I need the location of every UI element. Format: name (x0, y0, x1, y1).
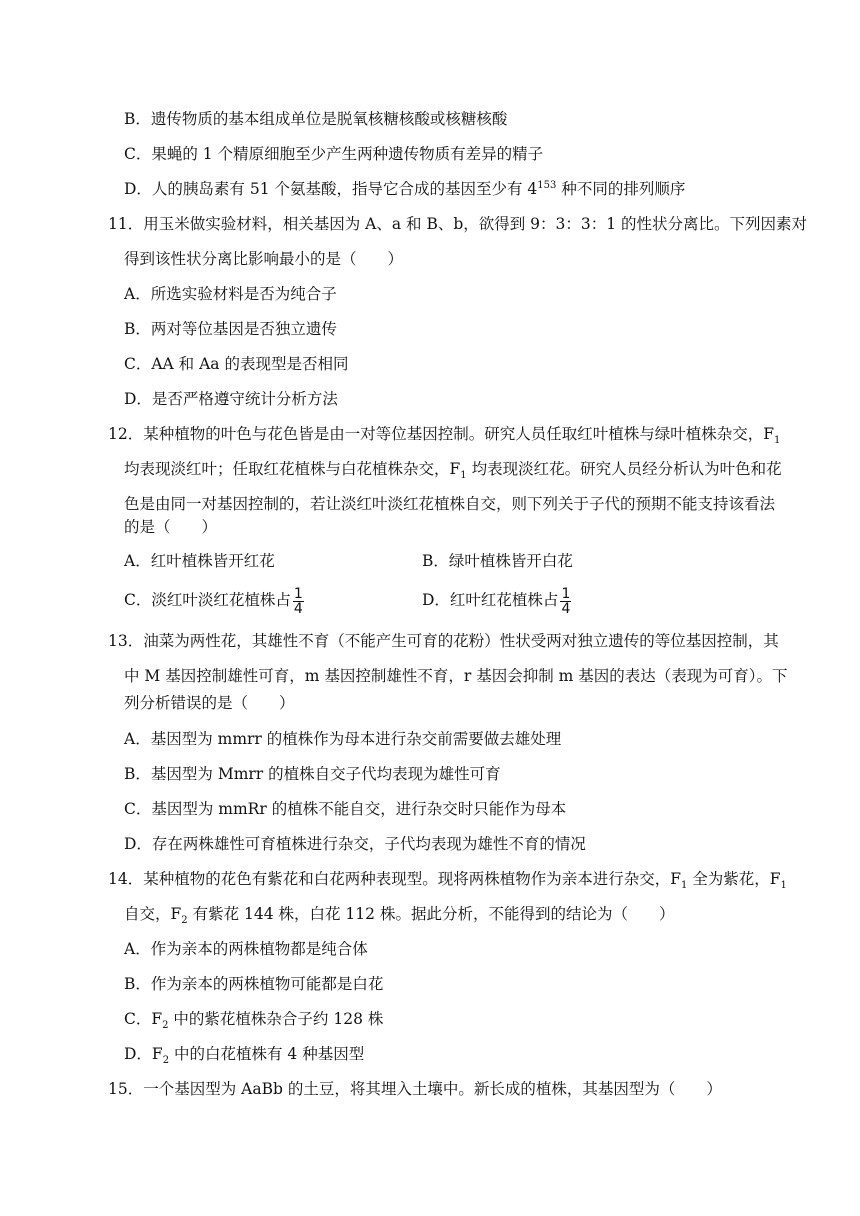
q11-option-b: B．两对等位基因是否独立遗传 (124, 320, 337, 338)
fraction-one-quarter: $\frac{1}{4}$ (293, 585, 303, 617)
q15-stem-line1: 15．一个基因型为 AaBb 的土豆，将其埋入土壤中。新长成的植株，其基因型为（ ） (108, 1080, 722, 1098)
q10-option-d: D．人的胰岛素有 51 个氨基酸，指导它合成的基因至少有 $4^{153}$ 种不同的排列顺序 (124, 179, 686, 198)
q12-stem-line3: 色是由同一对基因控制的，若让淡红叶淡红花植株自交，则下列关于子代的预期不能支持该看法 (124, 495, 776, 513)
q12-option-a: A．红叶植株皆开红花 (124, 552, 275, 570)
q12-stem-line1: 12．某种植物的叶色与花色皆是由一对等位基因控制。研究人员任取红叶植株与绿叶植株杂交，$F_1$ (108, 425, 781, 447)
q14-option-a: A．作为亲本的两株植物都是纯合体 (124, 940, 368, 958)
q12-option-c: C．淡红叶淡红花植株占 $\frac{1}{4}$ (124, 585, 303, 617)
q13-option-b: B．基因型为 Mmrr 的植株自交子代均表现为雄性可育 (124, 765, 501, 783)
q12-option-d: D．红叶红花植株占 $\frac{1}{4}$ (422, 585, 571, 617)
q13-option-c: C．基因型为 mmRr 的植株不能自交，进行杂交时只能作为母本 (124, 800, 567, 818)
fraction-one-quarter: $\frac{1}{4}$ (561, 585, 571, 617)
q14-option-b: B．作为亲本的两株植物可能都是白花 (124, 975, 384, 993)
q13-stem-line2: 中 M 基因控制雄性可育，m 基因控制雄性不育，r 基因会抑制 m 基因的表达（表现为可育）。下 (124, 667, 788, 685)
q10-option-c: C．果蝇的 1 个精原细胞至少产生两种遗传物质有差异的精子 (124, 145, 544, 163)
q13-stem-line3: 列分析错误的是（ ） (124, 694, 295, 712)
q11-option-d: D．是否严格遵守统计分析方法 (124, 390, 338, 408)
q11-stem-line1: 11．用玉米做实验材料，相关基因为 A、a 和 B、b，欲得到 9：3：3：1 的性状分离比。下列因素对 (108, 215, 808, 233)
q11-option-c: C．AA 和 Aa 的表现型是否相同 (124, 355, 349, 373)
q10-option-b: B．遗传物质的基本组成单位是脱氧核糖核酸或核糖核酸 (124, 110, 508, 128)
q13-option-a: A．基因型为 mmrr 的植株作为母本进行杂交前需要做去雄处理 (124, 730, 562, 748)
q12-stem-line2: 均表现淡红叶；任取红花植株与白花植株杂交，$F_1$ 均表现淡红花。研究人员经分析认为叶色和花 (124, 460, 782, 482)
q11-option-a: A．所选实验材料是否为纯合子 (124, 285, 337, 303)
q14-stem-line1: 14．某种植物的花色有紫花和白花两种表现型。现将两株植物作为亲本进行杂交，$F_1$ 全为紫花，$F_1$ (108, 870, 787, 892)
q14-option-c: C．$F_2$ 中的紫花植株杂合子约 128 株 (124, 1010, 384, 1032)
q13-option-d: D．存在两株雄性可育植株进行杂交，子代均表现为雄性不育的情况 (124, 835, 586, 853)
q11-stem-line2: 得到该性状分离比影响最小的是（ ） (124, 250, 404, 268)
q14-stem-line2: 自交，$F_2$ 有紫花 144 株，白花 112 株。据此分析，不能得到的结论为（ ） (124, 905, 675, 927)
q14-option-d: D．$F_2$ 中的白花植株有 4 种基因型 (124, 1045, 365, 1067)
q12-option-b: B．绿叶植株皆开白花 (422, 552, 573, 570)
q12-stem-line4: 的是（ ） (124, 518, 218, 536)
q13-stem-line1: 13．油菜为两性花，其雄性不育（不能产生可育的花粉）性状受两对独立遗传的等位基因控制，其 (108, 632, 779, 650)
